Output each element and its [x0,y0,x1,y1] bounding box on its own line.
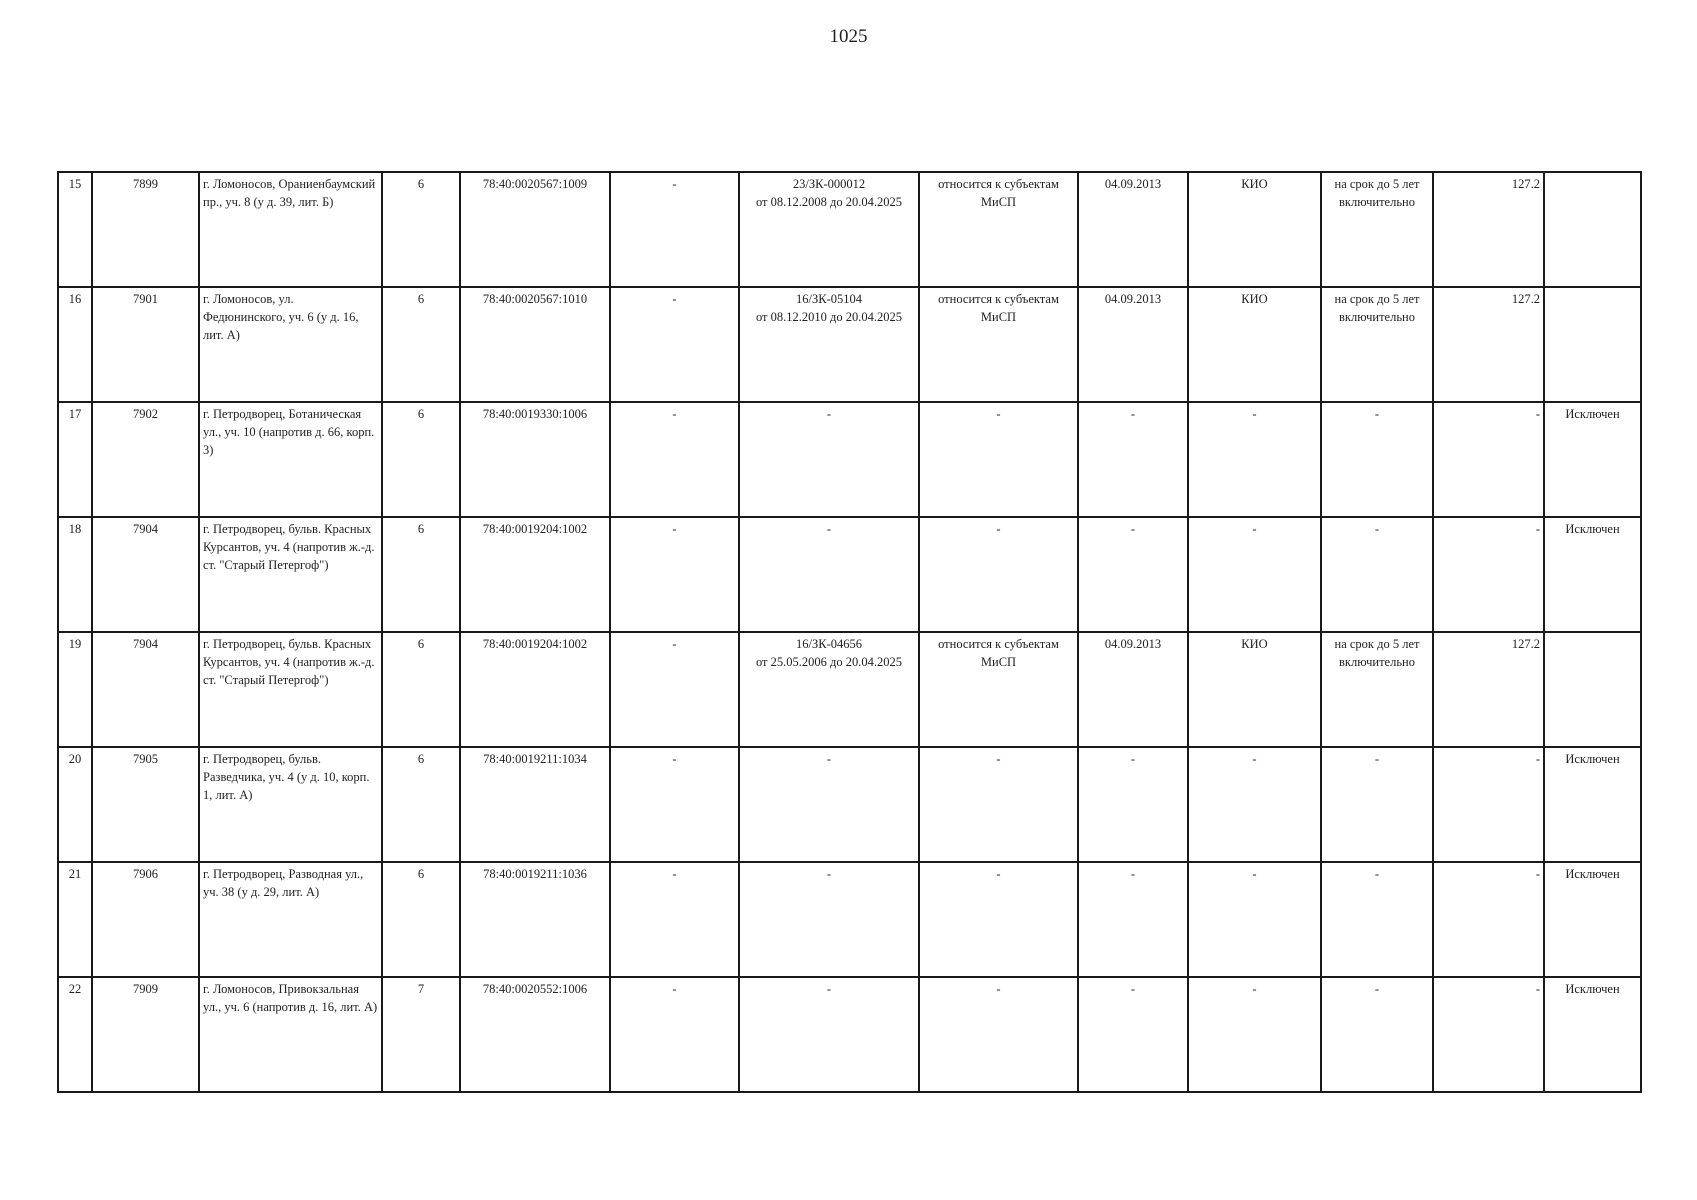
cadastral-number: 78:40:0019204:1002 [460,517,610,632]
cadastral-number: 78:40:0019211:1036 [460,862,610,977]
cadastral-number: 78:40:0020567:1010 [460,287,610,402]
district: 6 [382,862,460,977]
district: 7 [382,977,460,1092]
date: 04.09.2013 [1078,172,1188,287]
address: г. Ломоносов, Ораниенбаумский пр., уч. 8 (у д. 39, лит. Б) [199,172,382,287]
address: г. Ломоносов, ул. Федюнинского, уч. 6 (у д. 16, лит. А) [199,287,382,402]
cadastral-number: 78:40:0019330:1006 [460,402,610,517]
cadastral-number: 78:40:0020552:1006 [460,977,610,1092]
note [1544,172,1641,287]
row-number: 16 [58,287,92,402]
note: Исключен [1544,517,1641,632]
date: - [1078,747,1188,862]
area: 127.2 [1433,632,1544,747]
district: 6 [382,747,460,862]
contract [739,402,919,517]
note [1544,287,1641,402]
contract-number: - [826,522,832,536]
address: г. Петродворец, Ботаническая ул., уч. 10 (напротив д. 66, корп. 3) [199,402,382,517]
object-code: 7901 [92,287,199,402]
contract-number: - [826,867,832,881]
contract-dates: от 25.05.2006 до 20.04.2025 [755,655,903,670]
column-6: - [610,402,739,517]
object-code: 7899 [92,172,199,287]
contract-dates: от 08.12.2010 до 20.04.2025 [755,310,903,325]
table-row [58,632,1641,747]
authority: - [1188,517,1321,632]
register-table-body [58,172,1641,1092]
date: - [1078,862,1188,977]
authority: - [1188,862,1321,977]
lease-term: - [1321,517,1433,632]
contract-number: 23/ЗК-000012 [792,177,866,191]
contract-number: - [826,752,832,766]
contract [739,287,919,402]
register-table [57,171,1642,1093]
object-code: 7909 [92,977,199,1092]
area: - [1433,402,1544,517]
column-6: - [610,747,739,862]
category: - [919,517,1078,632]
category: относится к субъектам МиСП [919,172,1078,287]
authority: КИО [1188,632,1321,747]
district: 6 [382,287,460,402]
row-number: 19 [58,632,92,747]
date: - [1078,977,1188,1092]
row-number: 22 [58,977,92,1092]
column-6: - [610,517,739,632]
contract-number: 16/ЗК-04656 [796,637,862,651]
table-row [58,402,1641,517]
table-row [58,977,1641,1092]
cadastral-number: 78:40:0019211:1034 [460,747,610,862]
address: г. Петродворец, Разводная ул., уч. 38 (у д. 29, лит. А) [199,862,382,977]
district: 6 [382,172,460,287]
lease-term: - [1321,402,1433,517]
address: г. Петродворец, бульв. Красных Курсантов, уч. 4 (напротив ж.-д. ст. "Старый Петергоф") [199,517,382,632]
row-number: 15 [58,172,92,287]
area: 127.2 [1433,172,1544,287]
contract [739,977,919,1092]
lease-term: на срок до 5 лет включительно [1321,287,1433,402]
district: 6 [382,402,460,517]
authority: КИО [1188,287,1321,402]
area: - [1433,747,1544,862]
cadastral-number: 78:40:0020567:1009 [460,172,610,287]
cadastral-number: 78:40:0019204:1002 [460,632,610,747]
table-row [58,172,1641,287]
note: Исключен [1544,862,1641,977]
contract [739,517,919,632]
category: - [919,402,1078,517]
table-row [58,862,1641,977]
column-6: - [610,287,739,402]
district: 6 [382,517,460,632]
authority: - [1188,747,1321,862]
district: 6 [382,632,460,747]
address: г. Ломоносов, Привокзальная ул., уч. 6 (напротив д. 16, лит. А) [199,977,382,1092]
lease-term: на срок до 5 лет включительно [1321,632,1433,747]
contract [739,862,919,977]
contract [739,747,919,862]
date: 04.09.2013 [1078,287,1188,402]
column-6: - [610,977,739,1092]
column-6: - [610,632,739,747]
note: Исключен [1544,402,1641,517]
address: г. Петродворец, бульв. Красных Курсантов, уч. 4 (напротив ж.-д. ст. "Старый Петергоф") [199,632,382,747]
object-code: 7902 [92,402,199,517]
row-number: 17 [58,402,92,517]
table-row [58,287,1641,402]
date: - [1078,402,1188,517]
authority: - [1188,402,1321,517]
row-number: 20 [58,747,92,862]
category: относится к субъектам МиСП [919,287,1078,402]
authority: КИО [1188,172,1321,287]
contract-dates: от 08.12.2008 до 20.04.2025 [755,195,903,210]
contract-number: - [826,982,832,996]
address: г. Петродворец, бульв. Разведчика, уч. 4 (у д. 10, корп. 1, лит. А) [199,747,382,862]
object-code: 7905 [92,747,199,862]
lease-term: на срок до 5 лет включительно [1321,172,1433,287]
date: - [1078,517,1188,632]
table-row [58,517,1641,632]
table-row [58,747,1641,862]
lease-term: - [1321,747,1433,862]
note: Исключен [1544,977,1641,1092]
lease-term: - [1321,862,1433,977]
area: - [1433,862,1544,977]
row-number: 18 [58,517,92,632]
page-number: 1025 [829,26,868,47]
contract [739,172,919,287]
object-code: 7904 [92,517,199,632]
area: - [1433,517,1544,632]
lease-term: - [1321,977,1433,1092]
contract-number: 16/ЗК-05104 [796,292,862,306]
row-number: 21 [58,862,92,977]
date: 04.09.2013 [1078,632,1188,747]
object-code: 7906 [92,862,199,977]
category: - [919,977,1078,1092]
note: Исключен [1544,747,1641,862]
column-6: - [610,862,739,977]
authority: - [1188,977,1321,1092]
contract [739,632,919,747]
category: - [919,862,1078,977]
category: относится к субъектам МиСП [919,632,1078,747]
note [1544,632,1641,747]
area: 127.2 [1433,287,1544,402]
category: - [919,747,1078,862]
column-6: - [610,172,739,287]
object-code: 7904 [92,632,199,747]
area: - [1433,977,1544,1092]
contract-number: - [826,407,832,421]
